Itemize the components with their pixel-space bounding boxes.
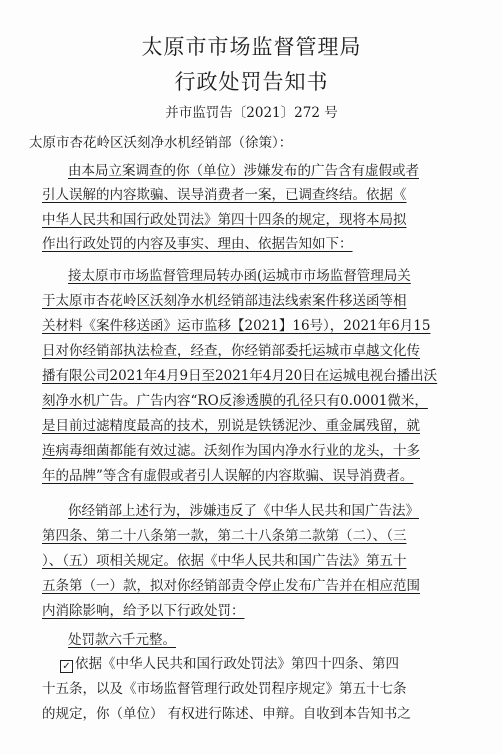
para1-line: 引人误解的内容欺骗、误导消费者一案，已调查终结。依据《 xyxy=(42,187,407,203)
para1-line: 作出行政处罚的内容及事实、理由、依据告知如下： xyxy=(42,236,353,252)
document-number: 并市监罚告〔2021〕272 号 xyxy=(165,105,338,121)
para3-line: 第四条、第二十八条第一款，第二十八条第二款第（二）、（三 xyxy=(42,528,407,544)
para2-line: 刻净水机广告。广告内容“RO反渗透膜的孔径只有0.0001微米， xyxy=(42,393,428,409)
checkbox-checked-icon: ✓ xyxy=(60,660,73,673)
para4-line: 十五条，以及《市场监督管理行政处罚程序规定》第五十七条 xyxy=(42,681,407,697)
para2-line: 年的品牌”等含有虚假或者引人误解的内容欺骗、误导消费者。 xyxy=(42,468,414,484)
document-title: 行政处罚告知书 xyxy=(174,70,329,94)
para2-line: 连病毒细菌都能有效过滤。沃刻作为国内净水行业的龙头，十多 xyxy=(42,443,420,459)
recipient: 太原市杏花岭区沃刻净水机经销部（徐策）： xyxy=(29,135,293,151)
para2-line: 是目前过滤精度最高的技术，别说是铁锈泥沙、重金属残留，就 xyxy=(42,418,420,434)
para2-line: 播有限公司2021年4月9日至2021年4月20日在运城电视台播出沃 xyxy=(42,368,438,384)
para4-text: 依据《中华人民共和国行政处罚法》第四十四条、第四 xyxy=(75,656,399,672)
para2-line: 于太原市杏花岭区沃刻净水机经销部违法线索案件移送函等相 xyxy=(42,293,407,309)
para4-line xyxy=(60,656,399,672)
para3-line: 你经销部上述行为，涉嫌违反了《中华人民共和国广告法》 xyxy=(68,503,419,519)
para3-line: 五条第（一）款，拟对你经销部责令停止发布广告并在相应范围 xyxy=(42,578,420,594)
para2-line: 接太原市市场监督管理局转办函(运城市市场监督管理局关 xyxy=(68,268,411,284)
para2-line: 关材料《案件移送函》运市监移【2021】16号），2021年6月15 xyxy=(42,318,431,334)
para1-line: 由本局立案调查的你（单位）涉嫌发布的广告含有虚假或者 xyxy=(68,163,419,179)
para3-line: ）、（五）项相关规定。依据《中华人民共和国广告法》第五十 xyxy=(42,553,407,569)
issuer-title: 太原市市场监督管理局 xyxy=(141,35,362,59)
para3-line: 内消除影响，给予以下行政处罚： xyxy=(42,603,245,619)
penalty-amount: 处罚款六千元整。 xyxy=(68,632,176,648)
para4-line: 的规定，你（单位） 有权进行陈述、申辩。自收到本告知书之 xyxy=(42,706,411,722)
para2-line: 日对你经销部执法检查，经查，你经销部委托运城市卓越文化传 xyxy=(42,343,420,359)
para1-line: 中华人民共和国行政处罚法》第四十四条的规定，现将本局拟 xyxy=(42,212,407,228)
